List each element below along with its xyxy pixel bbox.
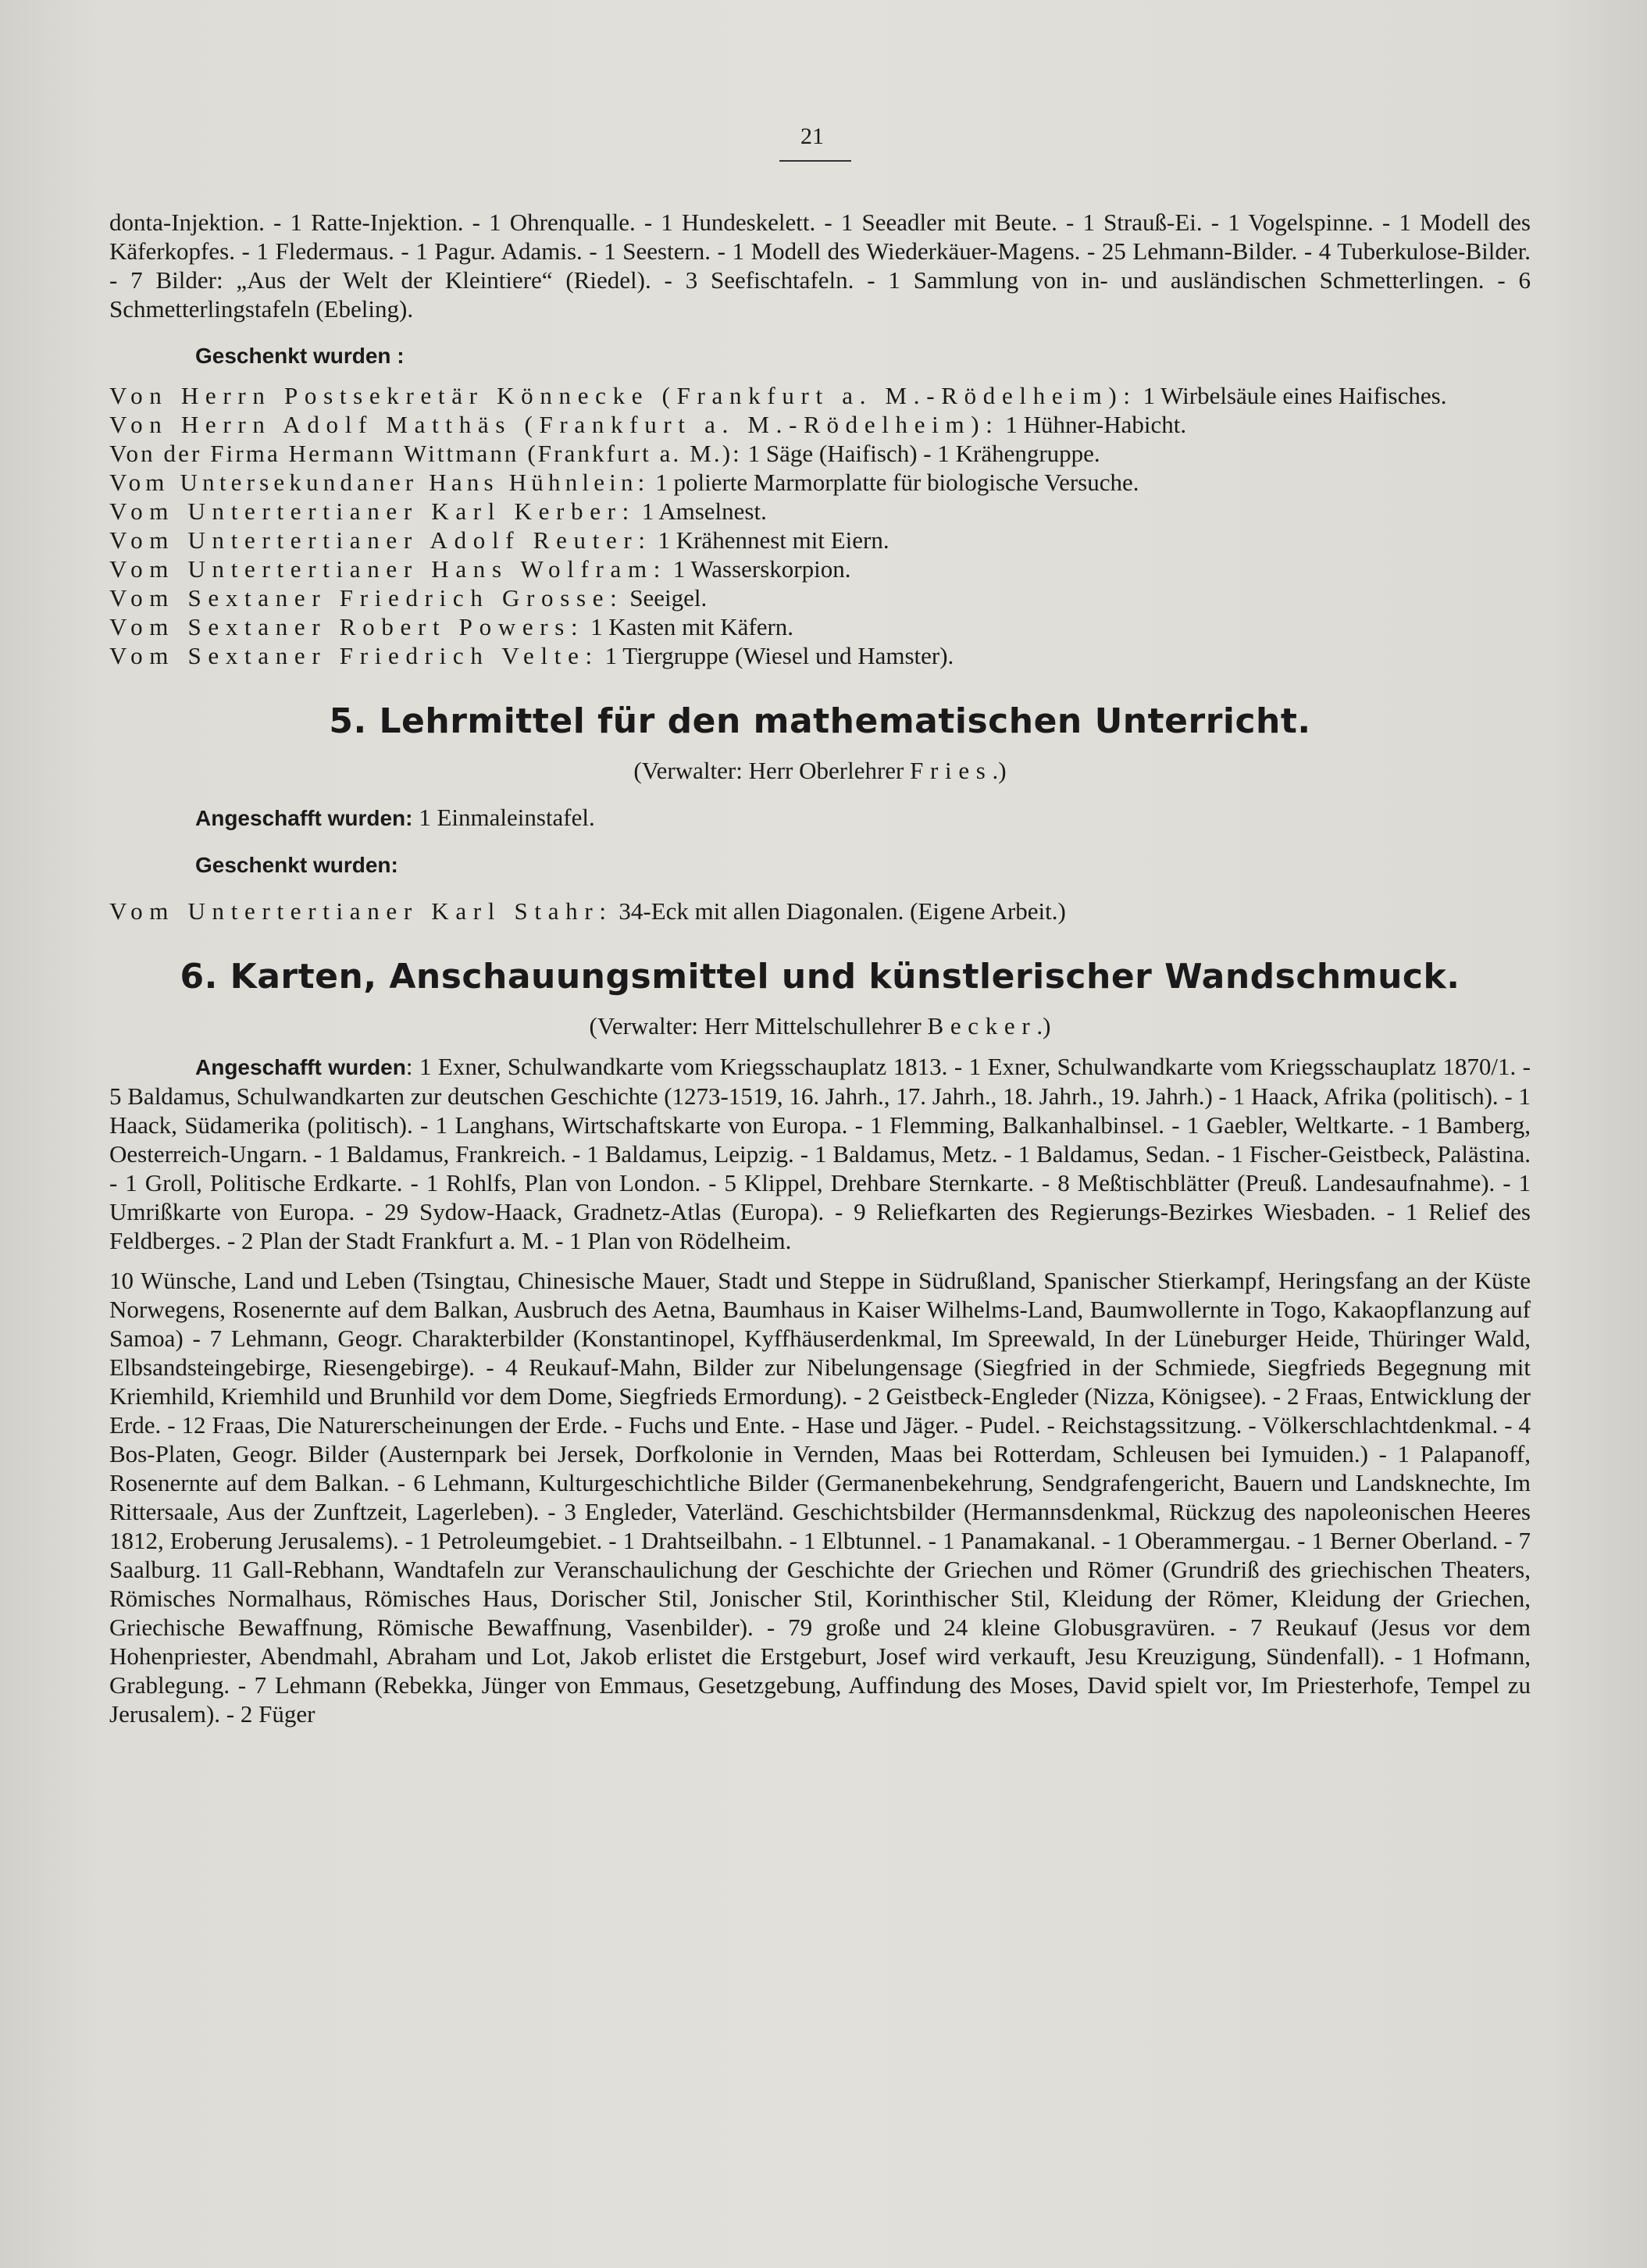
section-5-gift-entry (109, 897, 1531, 925)
gift-item: 1 Amselnest. (635, 497, 767, 525)
section-6-administrator (109, 1011, 1531, 1041)
gift-entry (109, 497, 1531, 526)
gift-item: 1 Wirbelsäule eines Haifisches. (1136, 382, 1447, 409)
gift-item: 1 Hühner-Habicht. (999, 411, 1187, 438)
gift-entry (109, 555, 1531, 583)
section-5-admin-prefix: (Verwalter: Herr Oberlehrer (633, 757, 911, 784)
gift-entry (109, 410, 1531, 439)
gift-entry (109, 468, 1531, 497)
gift-donor: Von der Firma Hermann Wittmann (Frankfurt a. M.): (109, 440, 742, 467)
gift-entry (109, 612, 1531, 641)
section-6-admin-suffix: .) (1036, 1012, 1051, 1040)
gift-entry (109, 439, 1531, 468)
gift-donor: Vom Sextaner Robert Powers: (109, 613, 585, 640)
gift-donor: Vom Untersekundaner Hans Hühnlein: (109, 469, 650, 496)
gifts-label-1: Geschenkt wurden : (195, 344, 405, 368)
gift-entry (109, 526, 1531, 555)
section-6-acquired (109, 1052, 1531, 1255)
gifts-list-1 (109, 381, 1531, 670)
gift-donor: Vom Untertertianer Adolf Reuter: (109, 526, 652, 554)
gift-entry (109, 641, 1531, 670)
section-6-acquired-label: Angeschafft wurden (195, 1055, 406, 1079)
gift-item: Seeigel. (623, 584, 708, 612)
page-content (109, 117, 1531, 1728)
section-5-admin-suffix: .) (992, 757, 1007, 784)
section-6-acquired-text: : 1 Exner, Schulwandkarte vom Kriegsschauplatz 1813. - 1 Exner, Schulwandkarte vom Kriegsschauplatz 1870/1. - 5 Baldamus, Schulwandkarten zur deutschen Geschichte (1273-1519, 16. Jahrh., 17. Jahrh., 18. Jahrh., 19. Jahrh.) - 1 Haack, Afrika (politisch). - 1 Haack, Südamerika (politisch). - 1 Langhans, Wirtschaftskarte von Europa. - 1 Flemming, Balkanhalbinsel. - 1 Gaebler, Weltkarte. - 1 Bamberg, Oesterreich-Ungarn. - 1 Baldamus, Frankreich. - 1 Baldamus, Leipzig. - 1 Baldamus, Metz. - 1 Baldamus, Sedan. - 1 Fischer-Geistbeck, Palästina. - 1 Groll, Politische Erdkarte. - 1 Rohlfs, Plan von London. - 5 Klippel, Drehbare Sternkarte. - 8 Meßtischblätter (Preuß. Landesaufnahme). - 1 Umrißkarte von Europa. - 29 Sydow-Haack, Gradnetz-Atlas (Europa). - 9 Reliefkarten des Regierungs-Bezirkes Wiesbaden. - 1 Relief des Feldberges. - 2 Plan der Stadt Frankfurt a. M. - 1 Plan von Rödelheim. (109, 1053, 1531, 1254)
gift-donor: Vom Untertertianer Hans Wolfram: (109, 555, 668, 583)
gift-donor: Von Herrn Adolf Matthäs (Frankfurt a. M.-Rödelheim): (109, 411, 1000, 438)
section-6-admin-name: Becker (927, 1012, 1037, 1040)
section-5-gift-donor: Vom Untertertianer Karl Stahr: (109, 897, 613, 925)
gift-item: 1 Tiergruppe (Wiesel und Hamster). (598, 642, 954, 669)
gift-donor: Vom Sextaner Friedrich Grosse: (109, 584, 624, 612)
gift-entry (109, 583, 1531, 612)
gift-item: 1 Krähennest mit Eiern. (651, 526, 889, 554)
gift-entry (109, 381, 1531, 410)
section-5-gifts-wrap (109, 850, 1531, 879)
gift-donor: Vom Untertertianer Karl Kerber: (109, 497, 636, 525)
section-5-administrator (109, 756, 1531, 786)
section-6-admin-prefix: (Verwalter: Herr Mittelschullehrer (589, 1012, 928, 1040)
section-5-acquired-text: 1 Einmaleinstafel. (412, 804, 595, 831)
gifts-label-1-wrap (109, 341, 1531, 370)
section-5-gift-item: 34-Eck mit allen Diagonalen. (Eigene Arbeit.) (612, 897, 1066, 925)
page-number: 21 (800, 123, 824, 149)
section-5-gifts-label: Geschenkt wurden: (195, 853, 398, 877)
section-5-acquired (109, 803, 1531, 833)
gift-item: 1 Wasserskorpion. (667, 555, 851, 583)
gift-donor: Von Herrn Postsekretär Könnecke (Frankfurt a. M.-Rödelheim): (109, 382, 1137, 409)
section-6-paragraph-2: 10 Wünsche, Land und Leben (Tsingtau, Chinesische Mauer, Stadt und Steppe in Südrußland, Spanischer Stierkampf, Heringsfang an der Küste Norwegens, Rosenernte auf dem Balkan, Ausbruch des Aetna, Baumhaus in Kaiser Wilhelms-Land, Baumwollernte in Togo, Kakaopflanzung auf Samoa) - 7 Lehmann, Geogr. Charakterbilder (Konstantinopel, Kyffhäuserdenkmal, Im Spreewald, In der Lüneburger Heide, Thüringer Wald, Elbsandsteingebirge, Riesengebirge). - 4 Reukauf-Mahn, Bilder zur Nibelungensage (Siegfried in der Schmiede, Siegfrieds Begegnung mit Kriemhild, Kriemhild und Brunhild vor dem Dome, Siegfrieds Ermordung). - 2 Geistbeck-Engleder (Nizza, Königsee). - 2 Fraas, Entwicklung der Erde. - 12 Fraas, Die Naturerscheinungen der Erde. - Fuchs und Ente. - Hase und Jäger. - Pudel. - Reichstagssitzung. - Völkerschlachtdenkmal. - 4 Bos-Platen, Geogr. Bilder (Austernpark bei Jersek, Dorfkolonie in Vernden, Maas bei Rotterdam, Schleusen bei Iymuiden.) - 1 Palapanoff, Rosenernte auf dem Balkan. - 6 Lehmann, Kulturgeschichtliche Bilder (Germanenbekehrung, Sendgrafengericht, Bauern und Landsknechte, Im Rittersaale, Aus der Zunftzeit, Lagerleben). - 3 Engleder, Vaterländ. Geschichtsbilder (Hermannsdenkmal, Rückzug des napoleonischen Heeres 1812, Eroberung Jerusalems). - 1 Petroleumgebiet. - 1 Drahtseilbahn. - 1 Elbtunnel. - 1 Panamakanal. - 1 Oberammergau. - 1 Berner Oberland. - 7 Saalburg. 11 Gall-Rebhann, Wandtafeln zur Veranschaulichung der Geschichte der Griechen und Römer (Grundriß des griechischen Theaters, Römisches Normalhaus, Römisches Haus, Dorischer Stil, Jonischer Stil, Korinthischer Stil, Kleidung der Römer, Kleidung der Griechen, Griechische Bewaffnung, Römische Bewaffnung, Vasenbilder). - 79 große und 24 kleine Globusgravüren. - 7 Reukauf (Jesus vor dem Hohenpriester, Abendmahl, Abraham und Lot, Jakob erlistet die Erstgeburt, Josef wird verkauft, Jesu Kreuzigung, Sündenfall). - 1 Hofmann, Grablegung. - 7 Lehmann (Rebekka, Jünger von Emmaus, Gesetzgebung, Auffindung des Moses, David spielt vor, Im Priesterhofe, Tempel zu Jerusalem). - 2 Füger (109, 1267, 1531, 1728)
gift-donor: Vom Sextaner Friedrich Velte: (109, 642, 599, 669)
section-6-title: 6. Karten, Anschauungsmittel und künstlerischer Wandschmuck. (180, 957, 1460, 997)
gift-item: 1 Säge (Haifisch) - 1 Krähengruppe. (741, 440, 1100, 467)
intro-paragraph: donta-Injektion. - 1 Ratte-Injektion. - 1 Ohrenqualle. - 1 Hundeskelett. - 1 Seeadler mit Beute. - 1 Strauß-Ei. - 1 Vogelspinne. - 1 Modell des Käferkopfes. - 1 Fledermaus. - 1 Pagur. Adamis. - 1 Seestern. - 1 Modell des Wiederkäuer-Magens. - 25 Lehmann-Bilder. - 4 Tuberkulose-Bilder. - 7 Bilder: „Aus der Welt der Kleintiere“ (Riedel). - 3 Seefischtafeln. - 1 Sammlung von in- und ausländischen Schmetterlingen. - 6 Schmetterlingstafeln (Ebeling). (109, 209, 1531, 323)
gift-item: 1 polierte Marmorplatte für biologische Versuche. (649, 469, 1139, 496)
section-5-admin-name: Fries (910, 757, 993, 784)
section-5-acquired-label: Angeschafft wurden: (195, 806, 413, 830)
gift-item: 1 Kasten mit Käfern. (584, 613, 794, 640)
section-5-title: 5. Lehrmittel für den mathematischen Unterricht. (329, 701, 1311, 741)
